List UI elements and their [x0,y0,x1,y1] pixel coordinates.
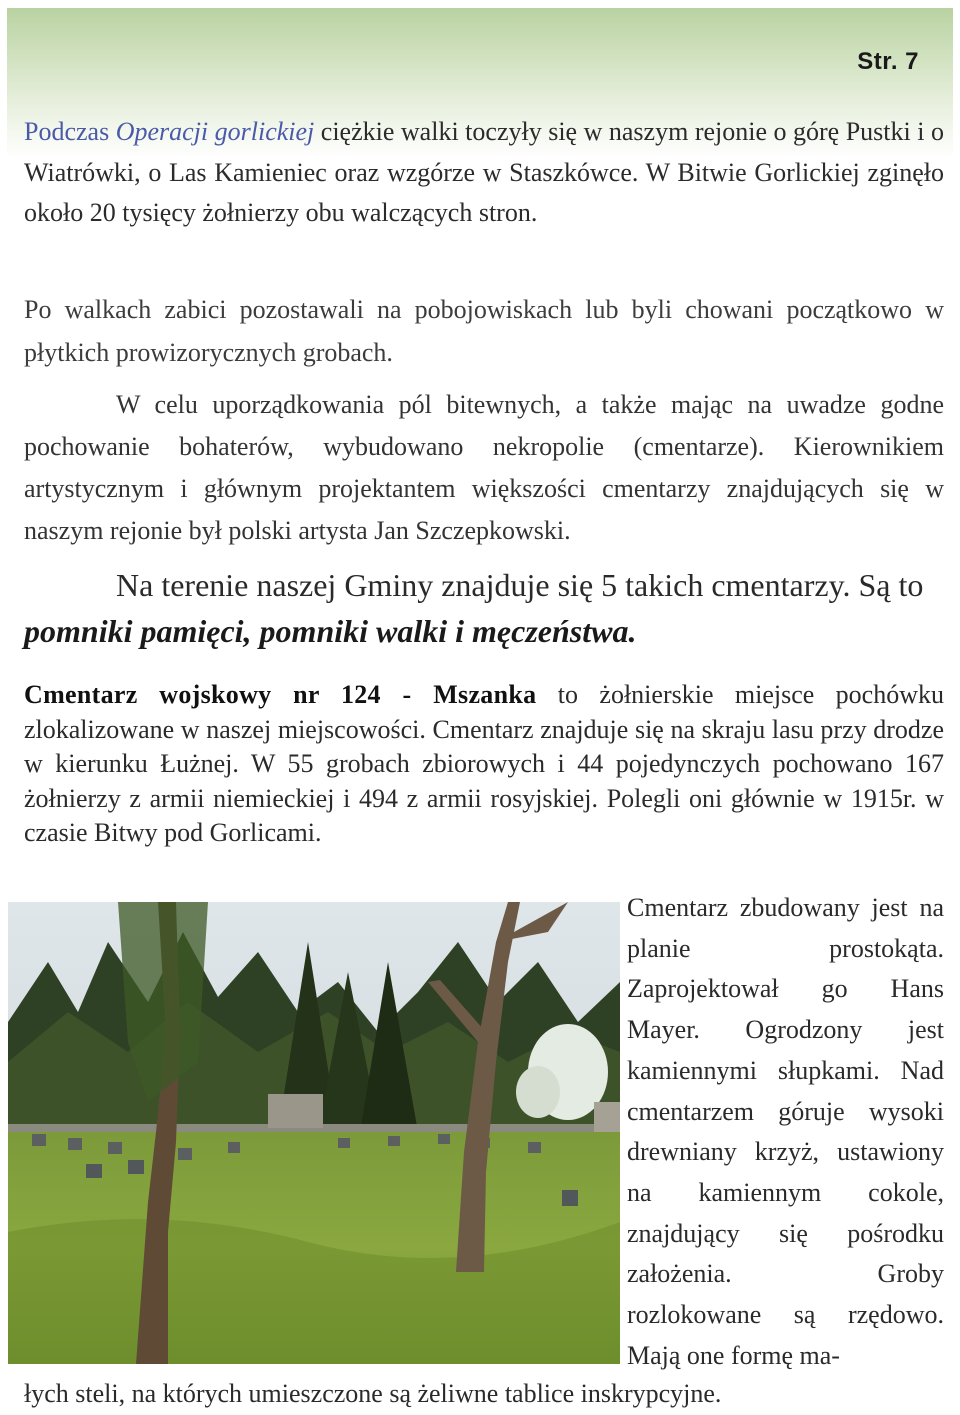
page-number: Str. 7 [857,48,919,75]
cemetery-photo [8,902,620,1364]
cemetery-description-end: łych steli, na których umieszczone są żeliwne tablice inskrypcyjne. [24,1379,722,1408]
necropolis-paragraph: W celu uporządkowania pól bitewnych, a także mając na uwadze godne pochowanie bohaterów, wybudowano nekropolie (cmentarze). Kierownikiem artystycznym i głównym projektantem większości cmentarzy znajdujących się w naszym rejonie był polski artysta Jan Szczepkowski. [24,390,944,545]
intro-text: ciężkie walki toczyły się w naszym rejonie o górę Pustki i o Wiatrówki, o Las Kamieniec oraz wzgórze w Staszkówce. W Bitwie Gorlickiej zginęło około 20 tysięcy żołnierzy obu walczących stron. [24,117,944,227]
burials-paragraph: Po walkach zabici pozostawali na pobojowiskach lub byli chowani początkowo w płytkich prowizorycznych grobach. [24,295,944,367]
intro-paragraph [24,112,944,234]
cemetery-count-paragraph [24,562,954,654]
cemetery-title: Cmentarz wojskowy nr 124 - Mszanka [24,680,537,709]
cemetery-124-paragraph [24,678,944,851]
cemetery-count-sentence: Na terenie naszej Gminy znajduje się 5 takich cmentarzy. Są to [116,567,924,603]
cemetery-description: Cmentarz zbudowany jest na planie prostokąta. Zaprojektował go Hans Mayer. Ogrodzony jest kamiennymi słupkami. Nad cmentarzem góruje wysoki drewniany krzyż, ustawiony na kamiennym cokole, znajdujący się pośrodku założenia. Groby rozlokowane są rzędowo. Mają one formę ma- [627,893,944,1370]
intro-lead: Podczas [24,117,116,146]
cemetery-text: to żołnierskie miejsce pochówku zlokalizowane w naszej miejscowości. Cmentarz znajduje się na skraju lasu przy drodze w kierunku Łużnej. W 55 grobach zbiorowych i 44 pojedynczych pochowano 167 żołnierzy z armii niemieckiej i 494 z armii rosyjskiej. Polegli oni głównie w 1915r. w czasie Bitwy pod Gorlicami. [24,680,944,847]
memorial-emphasis: pomniki pamięci, pomniki walki i męczeństwa. [24,613,637,649]
operation-name: Operacji gorlickiej [115,117,315,146]
